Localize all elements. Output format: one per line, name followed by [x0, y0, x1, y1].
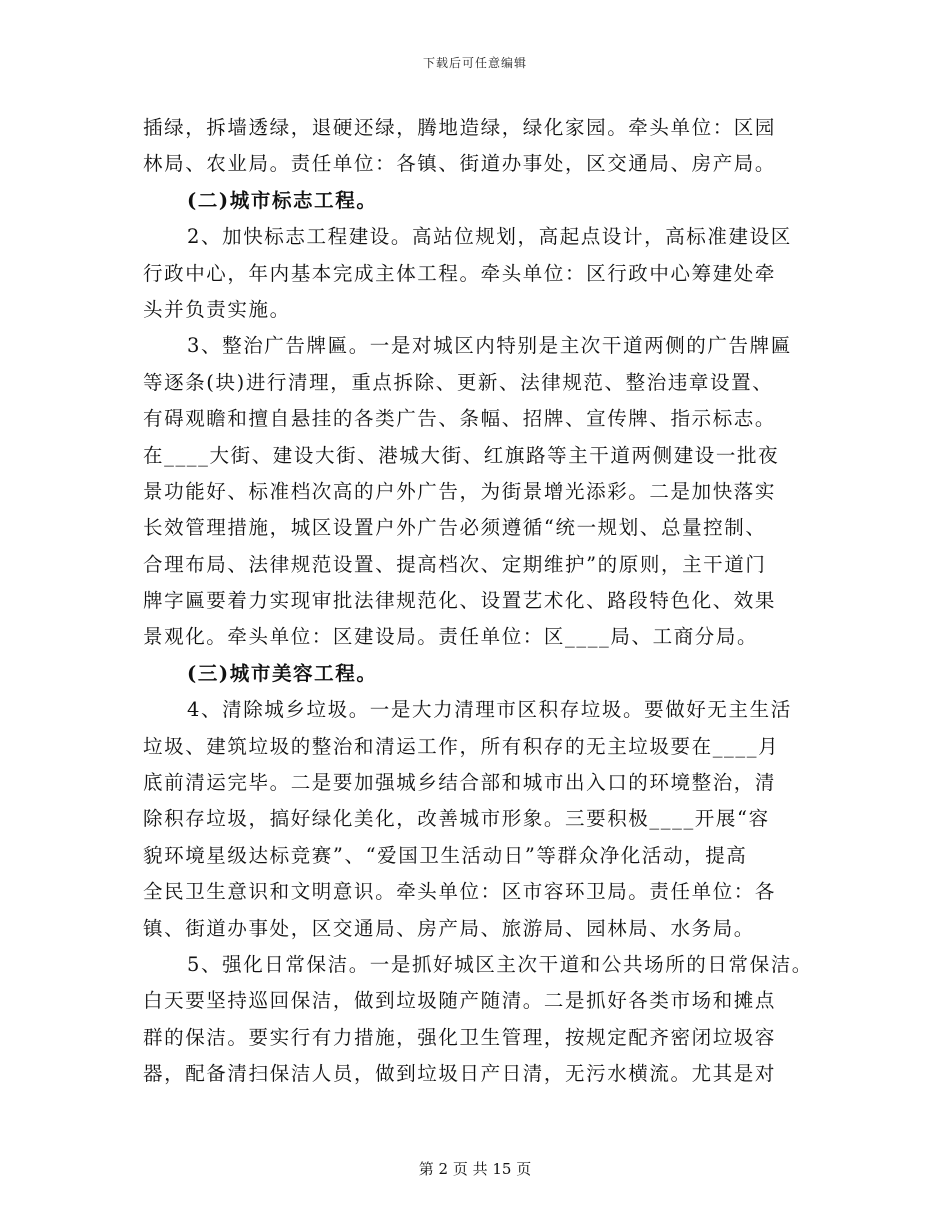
page-footer: 第 2 页 共 15 页 [418, 1160, 532, 1178]
paragraph-line: 5、强化日常保洁。一是抓好城区主次干道和公共场所的日常保洁。 [187, 952, 813, 976]
paragraph-line: 长效管理措施，城区设置户外广告必须遵循“统一规划、总量控制、 [143, 516, 767, 540]
paragraph-line: 3、整治广告牌匾。一是对城区内特别是主次干道两侧的广告牌匾 [187, 334, 792, 358]
paragraph-line: 除积存垃圾，搞好绿化美化，改善城市形象。三要积极____开展“容 [143, 807, 770, 831]
document-body [143, 110, 843, 1093]
paragraph-line: 2、加快标志工程建设。高站位规划，高起点设计，高标准建设区 [187, 225, 792, 249]
paragraph-line: 白天要坚持巡回保洁，做到垃圾随产随清。二是抓好各类市场和摊点 [143, 989, 777, 1013]
paragraph-line: 行政中心，年内基本完成主体工程。牵头单位：区行政中心筹建处牵 [143, 261, 777, 285]
section-heading: (二)城市标志工程。 [187, 188, 378, 212]
page-header: 下载后可任意编辑 [422, 56, 527, 70]
paragraph-line: 底前清运完毕。二是要加强城乡结合部和城市出入口的环境整治，清 [143, 771, 777, 795]
paragraph-line: 有碍观瞻和擅自悬挂的各类广告、条幅、招牌、宣传牌、指示标志。 [143, 407, 777, 431]
paragraph-line: 镇、街道办事处，区交通局、房产局、旅游局、园林局、水务局。 [143, 916, 755, 940]
paragraph-line: 合理布局、法律规范设置、提高档次、定期维护”的原则，主干道门 [143, 552, 767, 576]
paragraph-line: 景观化。牵头单位：区建设局。责任单位：区____局、工商分局。 [143, 625, 759, 649]
paragraph-line: 景功能好、标准档次高的户外广告，为街景增光添彩。二是加快落实 [143, 479, 777, 503]
paragraph-line: 林局、农业局。责任单位：各镇、街道办事处，区交通局、房产局。 [143, 152, 777, 176]
paragraph-line: 貌环境星级达标竞赛”、“爱国卫生活动日”等群众净化活动，提高 [143, 843, 748, 867]
section-heading: (三)城市美容工程。 [187, 661, 378, 685]
paragraph-line: 群的保洁。要实行有力措施，强化卫生管理，按规定配齐密闭垃圾容 [143, 1025, 777, 1049]
paragraph-line: 等逐条(块)进行清理，重点拆除、更新、法律规范、整治违章设置、 [143, 370, 774, 394]
paragraph-line: 在____大街、建设大街、港城大街、红旗路等主干道两侧建设一批夜 [143, 443, 780, 467]
paragraph-line: 全民卫生意识和文明意识。牵头单位：区市容环卫局。责任单位：各 [143, 880, 777, 904]
paragraph-line: 牌字匾要着力实现审批法律规范化、设置艺术化、路段特色化、效果 [143, 589, 777, 613]
paragraph-line: 4、清除城乡垃圾。一是大力清理市区积存垃圾。要做好无主生活 [187, 698, 792, 722]
paragraph-line: 头并负责实施。 [143, 297, 291, 321]
paragraph-line: 插绿，拆墙透绿，退硬还绿，腾地造绿，绿化家园。牵头单位：区园 [143, 116, 777, 139]
paragraph-line: 垃圾、建筑垃圾的整治和清运工作，所有积存的无主垃圾要在____月 [143, 734, 780, 758]
paragraph-line: 器，配备清扫保洁人员，做到垃圾日产日清，无污水横流。尤其是对 [143, 1062, 777, 1086]
